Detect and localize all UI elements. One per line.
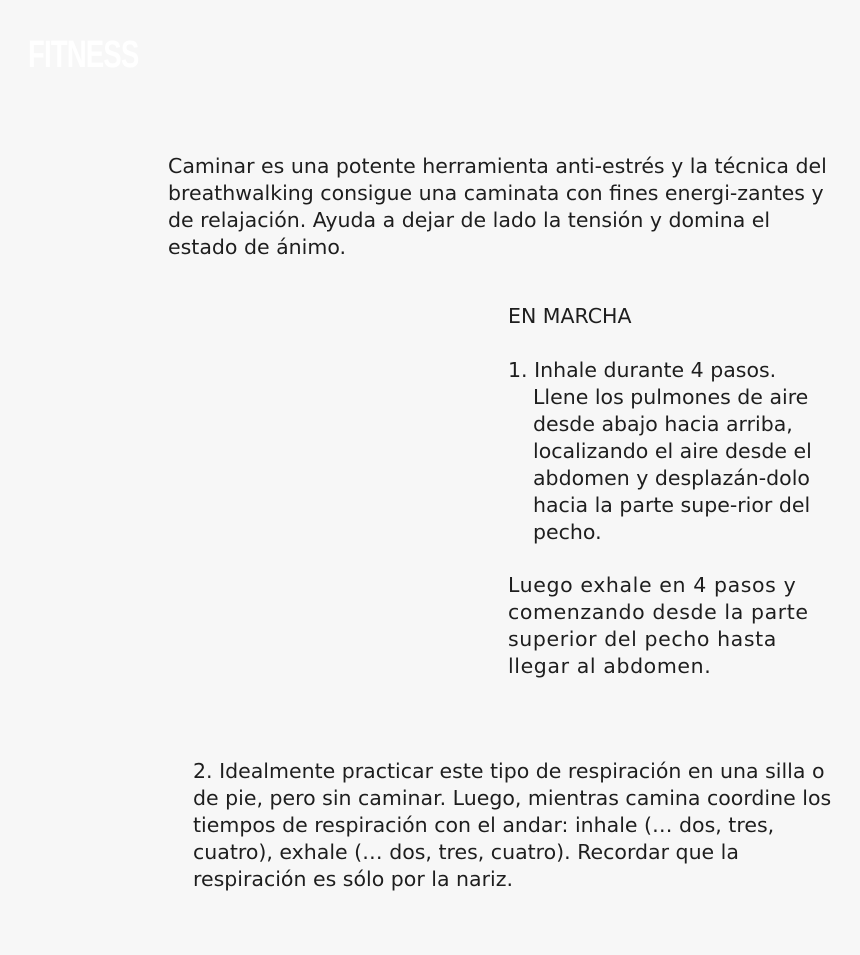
exhale-paragraph: Luego exhale en 4 pasos y comenzando desde la parte superior del pecho hasta llegar al abdomen. — [508, 573, 809, 678]
brand-title: FITNESS — [28, 34, 139, 76]
section-title: EN MARCHA — [508, 304, 632, 328]
step-1-body: Llene los pulmones de aire desde abajo hacia arriba, localizando el aire desde el abdomen y desplazán-dolo hacia la parte supe-rior del pecho. — [533, 385, 812, 544]
step-2: 2. Idealmente practicar este tipo de respiración en una silla o de pie, pero sin caminar. Luego, mientras camina coordine los tiempos de respiración con el andar: inhale (… dos, tres, cuatro), exhale (… dos, tres, cuatro). Recordar que la respiración es sólo por la nariz. — [193, 759, 832, 891]
step-1-heading: 1. Inhale durante 4 pasos. — [508, 358, 777, 382]
step-1 — [508, 357, 824, 546]
intro-paragraph: Caminar es una potente herramienta anti-estrés y la técnica del breathwalking consigue una caminata con fines energi-zantes y de relajación. Ayuda a dejar de lado la tensión y domina el estado de ánimo. — [168, 154, 827, 259]
